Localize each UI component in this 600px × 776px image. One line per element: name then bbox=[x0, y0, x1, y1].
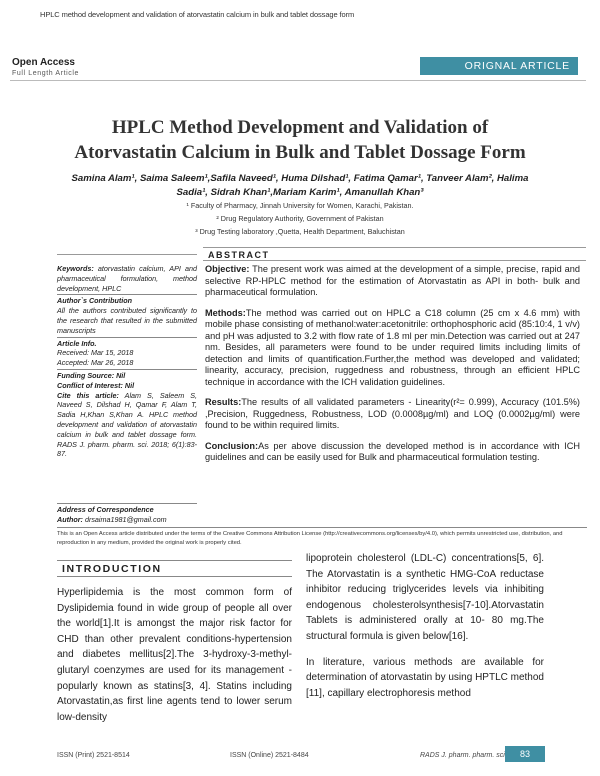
contribution-label: Author`s Contribution bbox=[57, 296, 133, 306]
results-label: Results: bbox=[205, 397, 242, 407]
methods-text: The method was carried out on HPLC a C18 column (25 cm x 4.6 mm) with mobile phase consisting of methanol:water:acetonitrile: orthophosphoric acid (85:10:4, 1 v/v) and pH was adjusted to 3.2 with flow rate of 1.8 ml per min.Detection was carried out at 247 nm. Besides, all parameters were found to be under required limits including limits of detection and limits of quantification.Further,the method was developed and validated; linearity, accuracy, precision, ruggedness and robustness, through an efficient HPLC technique in accordance with the ICH validation guidelines. bbox=[205, 307, 580, 387]
received-date: Received: Mar 15, 2018 bbox=[57, 348, 134, 358]
introduction-heading: INTRODUCTION bbox=[57, 560, 292, 577]
paper-title bbox=[20, 115, 580, 165]
journal-name: RADS J. pharm. pharm. sci bbox=[420, 752, 505, 759]
affiliation-1: ¹ Faculty of Pharmacy, Jinnah University for Women, Karachi, Pakistan. bbox=[186, 201, 414, 210]
abstract-methods bbox=[205, 308, 580, 389]
methods-label: Methods: bbox=[205, 307, 246, 318]
funding-source: Funding Source: Nil bbox=[57, 370, 126, 380]
license-divider bbox=[57, 527, 587, 528]
authors-line-1: Samina Alam¹, Saima Saleem¹,Safila Naveed¹, Huma Dilshad¹, Fatima Qamar¹, Tanveer Alam², Halima bbox=[71, 173, 529, 184]
issn-print: ISSN (Print) 2521-8514 bbox=[57, 752, 130, 759]
abstract-heading: ABSTRACT bbox=[203, 247, 586, 261]
article-sidebar bbox=[57, 264, 197, 459]
contribution-text: All the authors contributed significantly to the research that resulted in the submitted manuscripts bbox=[57, 306, 197, 335]
sidebar-rule bbox=[57, 294, 197, 295]
intro-paragraph-2: In literature, various methods are available for determination of atorvastatin by using HPTLC method [11], capillary electrophoresis method bbox=[306, 656, 544, 699]
accepted-date: Accepted: Mar 26, 2018 bbox=[57, 358, 134, 368]
full-length-label: Full Length Article bbox=[12, 70, 80, 77]
author-list bbox=[40, 172, 560, 200]
page-footer bbox=[0, 749, 600, 772]
title-line-2: Atorvastatin Calcium in Bulk and Tablet Dossage Form bbox=[74, 142, 526, 163]
running-head: HPLC method development and validation of atorvastatin calcium in bulk and tablet dossage form bbox=[40, 10, 355, 19]
keywords-text: atorvastatin calcium, API and pharmaceutical formulation, method development, HPLC bbox=[57, 264, 197, 293]
abstract-results bbox=[205, 397, 580, 432]
title-line-1: HPLC Method Development and Validation of bbox=[111, 117, 489, 138]
author-label: Author: bbox=[57, 515, 83, 524]
cite-text: Alam S, Saleem S, Naveed S, Dilshad H, Qamar F, Alam T, Sadia H,Khan S,Khan A. HPLC method development and validation of atorvastatin calcium in bulk and tablet dossage form. RADS J. pharm. pharm. sci. 2018; 6(1):83-87. bbox=[57, 390, 197, 459]
correspondence-author bbox=[57, 515, 197, 525]
author-email[interactable]: drsaima1981@gmail.com bbox=[82, 515, 167, 524]
affiliation-2: ² Drug Regulatory Authority, Government of Pakistan bbox=[216, 214, 384, 223]
objective-text: The present work was aimed at the development of a simple, precise, rapid and selective RP-HPLC method for the estimation of Atorvastatin as API in both- bulk and pharmaceutical formulation. bbox=[205, 264, 580, 297]
objective-label: Objective: bbox=[205, 264, 250, 274]
license-text: This is an Open Access article distributed under the terms of the Creative Commons Attribution License (http://creativecommons.org/licenses/by/4.0), which permits unrestricted use, distribution, and reproduction in any medium, provided the original work is properly cited. bbox=[57, 531, 563, 546]
citation-block bbox=[57, 391, 197, 460]
header-divider bbox=[10, 80, 586, 81]
conclusion-text: As per above discussion the developed method is in accordance with ICH guidelines and can be easily used for Bulk and pharmaceutical formulation testing. bbox=[205, 440, 580, 462]
introduction-column-1: Hyperlipidemia is the most common form of Dyslipidemia found in wide group of people all over the world[1].It is amongst the major risk factor for CHD than other prevalent conditions-hypertension and diabetes mellitus[2].The 3-hydroxy-3-methyl-glutaryl coenzymes are used for its management -popularly known as statins[3, 4]. Statins including Atorvastatin,as first line agents tend to lower serum low-density bbox=[57, 587, 292, 723]
abstract-conclusion bbox=[205, 441, 580, 464]
abstract-body bbox=[205, 264, 580, 473]
page-number: 83 bbox=[505, 746, 545, 762]
article-type-banner: ORIGNAL ARTICLE bbox=[420, 57, 578, 75]
keywords-label: Keywords: bbox=[57, 264, 94, 273]
sidebar-rule bbox=[57, 369, 197, 370]
introduction-column-2 bbox=[306, 551, 544, 711]
open-access-label: Open Access bbox=[12, 57, 75, 68]
sidebar-divider bbox=[57, 254, 197, 255]
correspondence-block bbox=[57, 503, 197, 525]
conflict-of-interest: Conflict of Interest: Nil bbox=[57, 380, 135, 390]
article-info-label: Article Info. bbox=[57, 338, 97, 348]
affiliation-3: ³ Drug Testing laboratory ,Quetta, Health Department, Baluchistan bbox=[195, 227, 405, 236]
keywords-block bbox=[57, 264, 197, 293]
authors-line-2: Sadia¹, Sidrah Khan¹,Mariam Karim¹, Amanullah Khan³ bbox=[176, 187, 424, 198]
conclusion-label: Conclusion: bbox=[205, 440, 259, 451]
sidebar-rule bbox=[57, 337, 197, 338]
results-text: The results of all validated parameters - Linearity(r²= 0.999), Accuracy (101.5%) ,Precision, Ruggedness, Robustness, LOD (0.0008µg/ml) and LOQ (0.0002µg/ml) were found to be within required limits. bbox=[205, 397, 580, 430]
correspondence-label: Address of Correspondence bbox=[57, 503, 197, 515]
abstract-objective bbox=[205, 264, 580, 299]
intro-paragraph-1: lipoprotein cholesterol (LDL-C) concentrations[5, 6]. The Atorvastatin is a synthetic HMG-CoA reductase inhibitor reducing triglycerides levels via inhibiting endogenous cholesterolsynthesis[7-10].Atorvastatin Tablets is administered orally at 10- 80 mg.The structural formula is given below[16]. bbox=[306, 553, 544, 642]
cite-label: Cite this article: bbox=[57, 390, 119, 400]
issn-online: ISSN (Online) 2521-8484 bbox=[230, 752, 309, 759]
